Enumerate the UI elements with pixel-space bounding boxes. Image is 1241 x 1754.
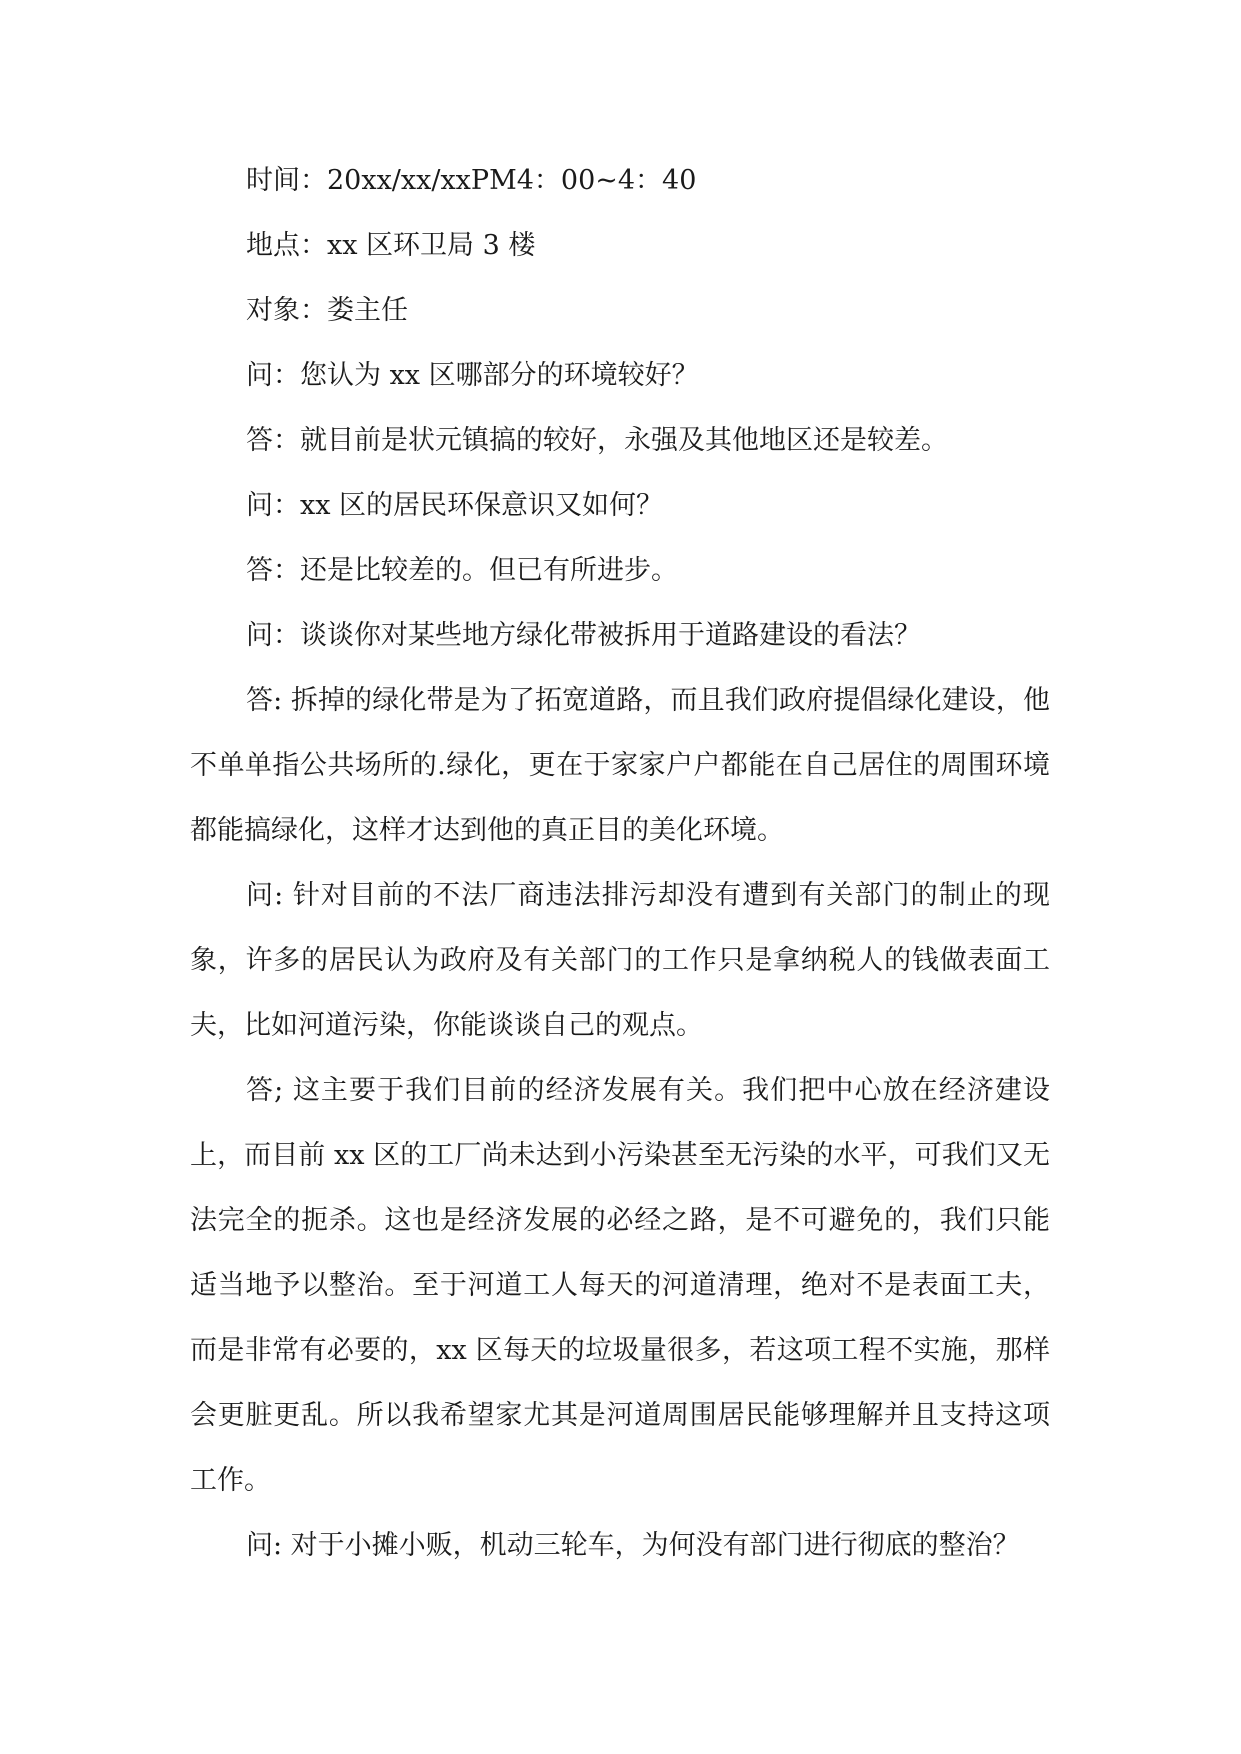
- answer-paragraph: 答: 拆掉的绿化带是为了拓宽道路，而且我们政府提倡绿化建设，他不单单指公共场所的.绿化，更在于家家户户都能在自己居住的周围环境都能搞绿化，这样才达到他的真正目的美化环境。: [190, 685, 1050, 846]
- interview-location: 地点：xx 区环卫局 3 楼: [246, 230, 536, 261]
- document-body: [190, 148, 1050, 1578]
- question-paragraph: 问: 对于小摊小贩，机动三轮车，为何没有部门进行彻底的整治？: [246, 1530, 1020, 1561]
- answer-line: 答：还是比较差的。但已有所进步。: [246, 555, 678, 586]
- interview-time: 时间：20xx/xx/xxPM4：00~4：40: [246, 165, 697, 196]
- question-line: 问：xx 区的居民环保意识又如何？: [246, 490, 664, 521]
- question-line: 问：您认为 xx 区哪部分的环境较好？: [246, 360, 699, 391]
- interview-subject: 对象：娄主任: [246, 295, 408, 326]
- question-line: 问：谈谈你对某些地方绿化带被拆用于道路建设的看法？: [246, 620, 921, 651]
- question-paragraph: 问: 针对目前的不法厂商违法排污却没有遭到有关部门的制止的现象，许多的居民认为政府及有关部门的工作只是拿纳税人的钱做表面工夫，比如河道污染，你能谈谈自己的观点。: [190, 880, 1050, 1041]
- answer-line: 答：就目前是状元镇搞的较好，永强及其他地区还是较差。: [246, 425, 948, 456]
- answer-paragraph: 答; 这主要于我们目前的经济发展有关。我们把中心放在经济建设上，而目前 xx 区的工厂尚未达到小污染甚至无污染的水平，可我们又无法完全的扼杀。这也是经济发展的必经之路，是不可避免的，我们只能适当地予以整治。至于河道工人每天的河道清理，绝对不是表面工夫，而是非常有必要的，xx 区每天的垃圾量很多，若这项工程不实施，那样会更脏更乱。所以我希望家尤其是河道周围居民能够理解并且支持这项工作。: [190, 1075, 1050, 1496]
